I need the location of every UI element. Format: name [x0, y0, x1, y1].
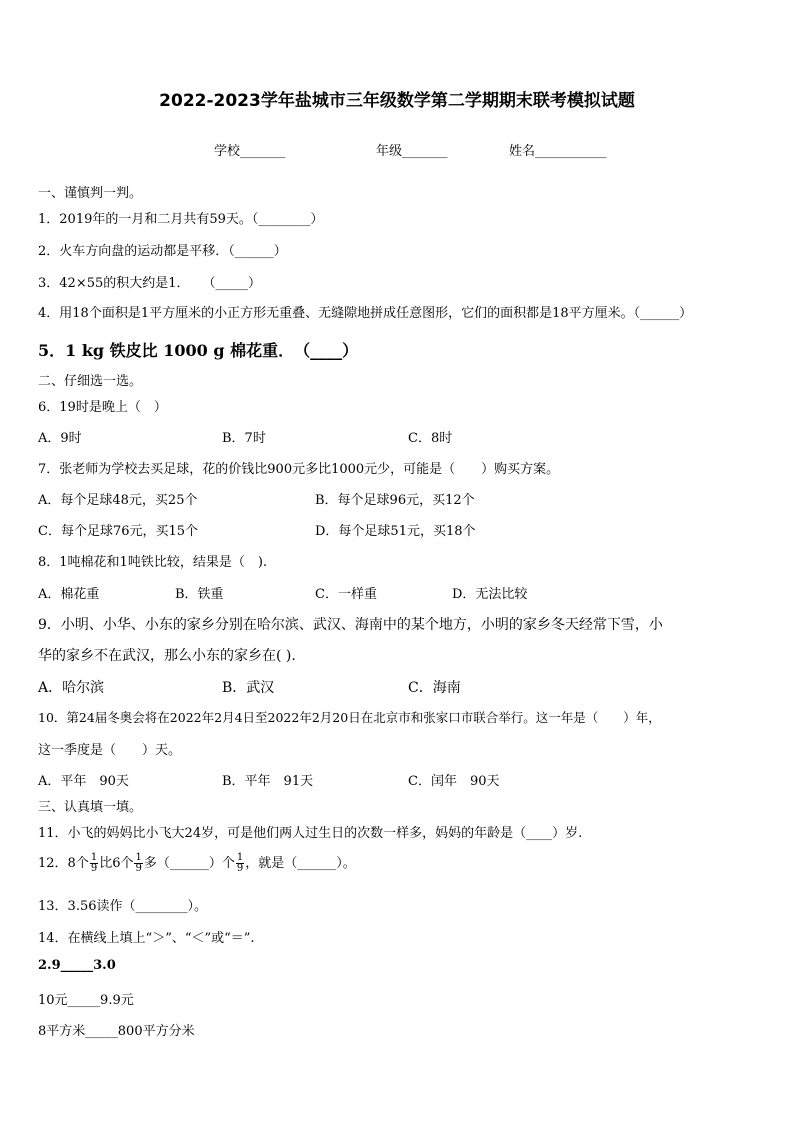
question-8: 8．1吨棉花和1吨铁比较，结果是（ ). — [38, 555, 268, 570]
q7-option-a: A．每个足球48元，买25个 — [38, 493, 198, 508]
grade-field: 年级_______ — [376, 144, 448, 159]
name-field: 姓名___________ — [509, 144, 607, 159]
q9-option-c: C．海南 — [408, 680, 461, 696]
question-6: 6．19时是晚上（ ） — [38, 400, 167, 415]
q8-option-c: C．一样重 — [315, 587, 377, 602]
question-7: 7．张老师为学校去买足球，花的价钱比900元多比1000元少，可能是（ ）购买方案。 — [38, 462, 560, 477]
fraction-one-ninth: $\frac{1}{9}$ — [236, 852, 244, 874]
question-10-line-2: 这一季度是（ ）天。 — [38, 743, 182, 758]
section-heading-2: 二、仔细选一选。 — [38, 374, 143, 389]
q12-text-c: 多（______）个 — [143, 856, 235, 871]
q6-option-a: A．9时 — [38, 431, 82, 446]
compare-2: 10元_____9.9元 — [38, 993, 134, 1008]
section-heading-3: 三、认真填一填。 — [38, 800, 143, 815]
question-2: 2．火车方向盘的运动都是平移．（______） — [38, 244, 287, 259]
question-9-line-1: 9．小明、小华、小东的家乡分别在哈尔滨、武汉、海南中的某个地方，小明的家乡冬天经常下雪，小 — [38, 617, 663, 633]
q12-text-a: 12．8个 — [38, 856, 89, 871]
section-heading-1: 一、谨慎判一判。 — [38, 186, 143, 201]
question-5: 5．1 kg 铁皮比 1000 g 棉花重． （____） — [38, 341, 359, 360]
fraction-one-ninth: $\frac{1}{9}$ — [90, 852, 98, 874]
q6-option-c: C．8时 — [408, 431, 453, 446]
q8-option-d: D．无法比较 — [452, 587, 528, 602]
q6-option-b: B．7时 — [222, 431, 266, 446]
question-1: 1．2019年的一月和二月共有59天。（________） — [38, 212, 324, 227]
question-12 — [38, 852, 356, 876]
question-4: 4．用18个面积是1平方厘米的小正方形无重叠、无缝隙地拼成任意图形，它们的面积都是18平方厘米。（______） — [38, 306, 693, 321]
question-3: 3．42×55的积大约是1． （_____） — [38, 276, 262, 291]
q10-option-b: B．平年 91天 — [222, 774, 314, 789]
fraction-one-ninth: $\frac{1}{9}$ — [135, 852, 142, 874]
q9-option-a: A．哈尔滨 — [38, 680, 105, 696]
q9-option-b: B．武汉 — [222, 680, 275, 696]
question-14: 14．在横线上填上“＞”、“＜”或“＝”. — [38, 931, 255, 946]
compare-1: 2.9_____3.0 — [38, 958, 116, 973]
question-11: 11．小飞的妈妈比小飞大24岁，可是他们两人过生日的次数一样多，妈妈的年龄是（____）岁. — [38, 826, 583, 841]
q10-option-a: A．平年 90天 — [38, 774, 129, 789]
question-13: 13．3.56读作（________）。 — [38, 899, 207, 914]
compare-3: 8平方米_____800平方分米 — [38, 1024, 195, 1039]
q10-option-c: C．闰年 90天 — [408, 774, 500, 789]
q8-option-a: A．棉花重 — [38, 587, 100, 602]
q12-text-b: 比6个 — [99, 856, 134, 871]
q7-option-c: C．每个足球76元，买15个 — [38, 524, 199, 539]
q8-option-b: B．铁重 — [175, 587, 224, 602]
q7-option-d: D．每个足球51元，买18个 — [315, 524, 476, 539]
q12-text-d: ，就是（______）。 — [245, 856, 356, 871]
q7-option-b: B．每个足球96元，买12个 — [315, 493, 475, 508]
school-field: 学校_______ — [214, 144, 286, 159]
question-10-line-1: 10．第24届冬奥会将在2022年2月4日至2022年2月20日在北京市和张家口市联合举行。这一年是（ ）年， — [38, 710, 661, 725]
question-9-line-2: 华的家乡不在武汉，那么小东的家乡在( ). — [38, 648, 296, 664]
page-title: 2022-2023学年盐城市三年级数学第二学期期末联考模拟试题 — [159, 91, 635, 111]
